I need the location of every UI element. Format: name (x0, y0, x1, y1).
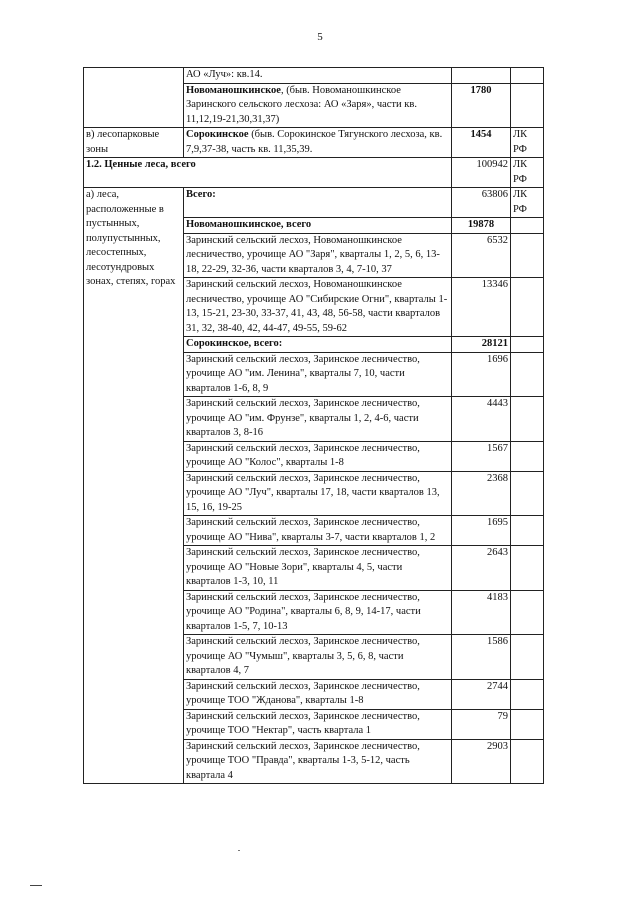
category-cell: а) леса, расположенные в пустынных, полупустынных, лесостепных, лесотундровых зонах, степях, горах (84, 188, 184, 784)
basis-cell (511, 546, 544, 591)
table-row (84, 68, 544, 84)
area-cell: 1567 (452, 441, 511, 471)
description-cell: Заринский сельский лесхоз, Заринское лесничество, урочище АО "Новые Зори", кварталы 4, 5, части кварталов 1-3, 10, 11 (184, 546, 452, 591)
basis-cell (511, 337, 544, 353)
basis-cell (511, 352, 544, 397)
basis-cell: ЛК РФ (511, 188, 544, 218)
subtotal-label: Сорокинское, всего: (184, 337, 452, 353)
description-cell: Заринский сельский лесхоз, Новоманошкинское лесничество, урочище АО "Сибирские Огни", кварталы 1-13, 15-21, 23-30, 33-37, 41, 43, 48, 56-58, части кварталов 31, 32, 38-40, 42, 44-47, 49-55, 59-62 (184, 278, 452, 337)
basis-cell (511, 471, 544, 516)
area-cell: 1586 (452, 635, 511, 680)
area-cell: 6532 (452, 233, 511, 278)
description-cell: Новоманошкинское, (быв. Новоманошкинское Заринского сельского лесхоза: АО «Заря», части кв. 11,12,19-21,30,31,37) (184, 83, 452, 128)
category-cell (84, 68, 184, 128)
category-cell: в) лесопарковые зоны (84, 128, 184, 158)
section-row (84, 158, 544, 188)
basis-cell (511, 516, 544, 546)
description-cell: Заринский сельский лесхоз, Заринское лесничество, урочище АО "Луч", кварталы 17, 18, части кварталов 13, 15, 16, 19-25 (184, 471, 452, 516)
area-cell: 79 (452, 709, 511, 739)
table-row (84, 188, 544, 218)
description-cell: АО «Луч»: кв.14. (184, 68, 452, 84)
basis-cell (511, 68, 544, 84)
description-cell: Заринский сельский лесхоз, Заринское лесничество, урочище ТОО "Жданова", кварталы 1-8 (184, 679, 452, 709)
basis-cell (511, 218, 544, 234)
forest-areas-table (83, 67, 544, 784)
forestry-name: Новоманошкинское (186, 84, 281, 96)
description-cell: Заринский сельский лесхоз, Заринское лесничество, урочище АО "Нива", кварталы 3-7, части кварталов 1, 2 (184, 516, 452, 546)
forestry-name: Сорокинское (186, 129, 249, 140)
description-cell: Заринский сельский лесхоз, Заринское лесничество, урочище ТОО "Нектар", часть квартала 1 (184, 709, 452, 739)
area-cell: 4183 (452, 590, 511, 635)
area-cell: 28121 (452, 337, 511, 353)
description-cell: Заринский сельский лесхоз, Новоманошкинское лесничество, урочище АО "Заря", кварталы 1, 2, 5, 6, 13-18, 22-29, 32-36, части кварталов 3, 4, 7-10, 37 (184, 233, 452, 278)
description-cell: Заринский сельский лесхоз, Заринское лесничество, урочище АО "им. Ленина", кварталы 7, 10, части кварталов 1-6, 8, 9 (184, 352, 452, 397)
description-cell: Сорокинское (быв. Сорокинское Тягунского лесхоза, кв. 7,9,37-38, часть кв. 11,35,39. (184, 128, 452, 158)
description-cell: Заринский сельский лесхоз, Заринское лесничество, урочище АО "Чумыш", кварталы 3, 5, 6, 8, части кварталов 4, 7 (184, 635, 452, 680)
basis-cell: ЛК РФ (511, 158, 544, 188)
scan-speck (238, 850, 240, 851)
area-cell (452, 68, 511, 84)
area-cell: 4443 (452, 397, 511, 442)
description-cell: Заринский сельский лесхоз, Заринское лесничество, урочище ТОО "Правда", кварталы 1-3, 5-12, часть квартала 4 (184, 739, 452, 784)
area-cell: 2744 (452, 679, 511, 709)
basis-cell (511, 83, 544, 128)
basis-cell (511, 679, 544, 709)
area-cell: 1454 (452, 128, 511, 158)
area-cell: 1696 (452, 352, 511, 397)
area-cell: 13346 (452, 278, 511, 337)
area-cell: 2368 (452, 471, 511, 516)
page-number: 5 (317, 31, 323, 43)
area-cell: 1695 (452, 516, 511, 546)
area-cell: 100942 (452, 158, 511, 188)
basis-cell (511, 441, 544, 471)
footer-rule (30, 885, 42, 886)
basis-cell: ЛК РФ (511, 128, 544, 158)
description-cell: Заринский сельский лесхоз, Заринское лесничество, урочище АО "Колос", кварталы 1-8 (184, 441, 452, 471)
total-label: Всего: (184, 188, 452, 218)
description-cell: Заринский сельский лесхоз, Заринское лесничество, урочище АО "им. Фрунзе", кварталы 1, 2, 4-6, части кварталов 3, 8-16 (184, 397, 452, 442)
table-row (84, 128, 544, 158)
area-cell: 1780 (452, 83, 511, 128)
basis-cell (511, 278, 544, 337)
basis-cell (511, 590, 544, 635)
basis-cell (511, 709, 544, 739)
subtotal-label: Новоманошкинское, всего (184, 218, 452, 234)
basis-cell (511, 397, 544, 442)
basis-cell (511, 635, 544, 680)
area-cell: 19878 (452, 218, 511, 234)
section-title: 1.2. Ценные леса, всего (84, 158, 452, 188)
basis-cell (511, 233, 544, 278)
basis-cell (511, 739, 544, 784)
description-cell: Заринский сельский лесхоз, Заринское лесничество, урочище АО "Родина", кварталы 6, 8, 9, 14-17, части кварталов 1-5, 7, 10-13 (184, 590, 452, 635)
area-cell: 2903 (452, 739, 511, 784)
area-cell: 63806 (452, 188, 511, 218)
area-cell: 2643 (452, 546, 511, 591)
